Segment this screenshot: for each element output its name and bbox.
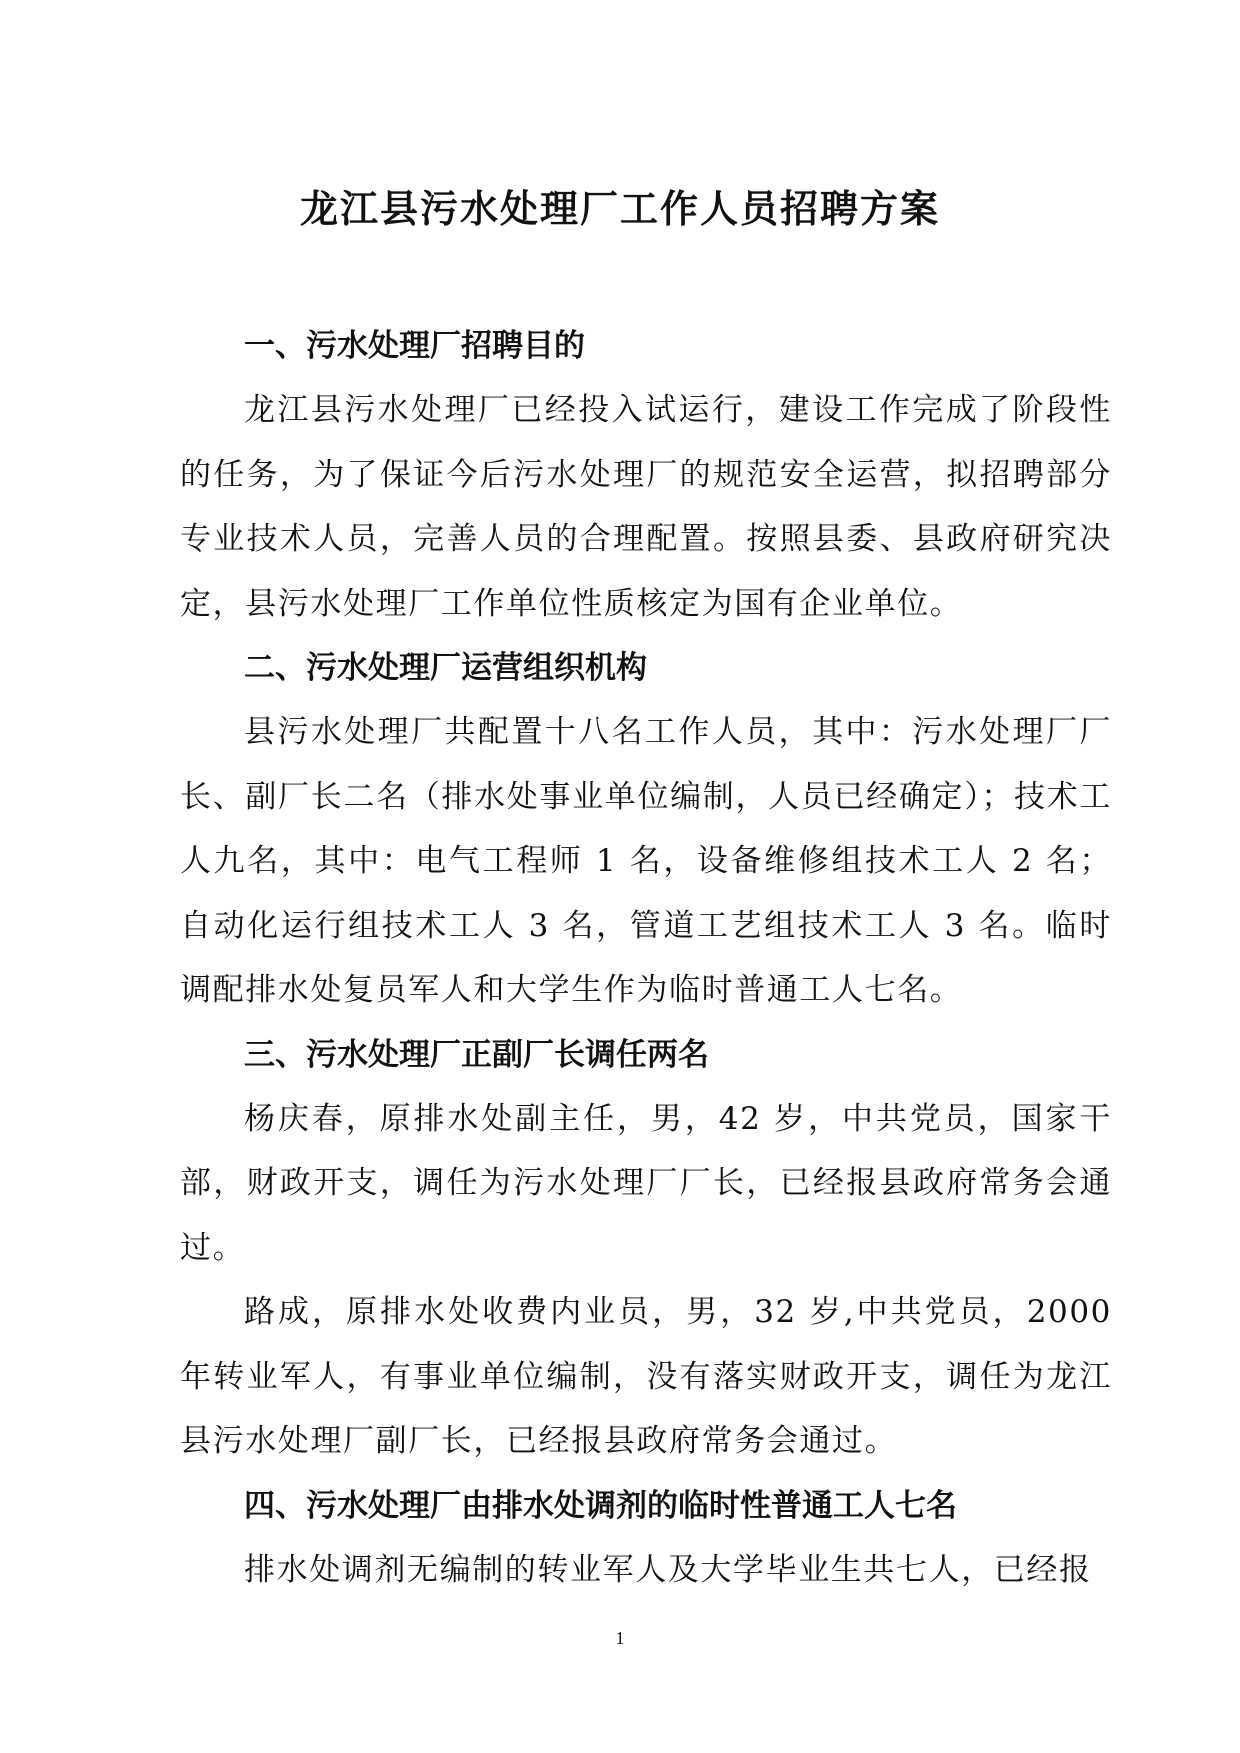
section-heading-directors: 三、污水处理厂正副厂长调任两名 (244, 1036, 709, 1073)
paragraph-deputy-director: 路成，原排水处收费内业员，男，32 岁,中共党员，2000 年转业军人，有事业单位编制，没有落实财政开支，调任为龙江县污水处理厂副厂长，已经报县政府常务会通过。 (180, 1294, 1112, 1459)
section-heading-temporary-workers: 四、污水处理厂由排水处调剂的临时性普通工人七名 (244, 1487, 957, 1524)
section-heading-organization: 二、污水处理厂运营组织机构 (244, 650, 647, 686)
page-number: 1 (615, 1628, 625, 1648)
paragraph-purpose: 龙江县污水处理厂已经投入试运行，建设工作完成了阶段性的任务，为了保证今后污水处理厂的规范安全运营，拟招聘部分专业技术人员，完善人员的合理配置。按照县委、县政府研究决定，县污水处理厂工作单位性质核定为国有企业单位。 (180, 392, 1112, 622)
document-title: 龙江县污水处理厂工作人员招聘方案 (299, 187, 940, 231)
document-body (180, 314, 1112, 1602)
section-heading-purpose: 一、污水处理厂招聘目的 (244, 328, 585, 364)
paragraph-director: 杨庆春，原排水处副主任，男，42 岁，中共党员，国家干部，财政开支，调任为污水处理厂厂长，已经报县政府常务会通过。 (180, 1100, 1112, 1266)
paragraph-organization: 县污水处理厂共配置十八名工作人员，其中：污水处理厂厂长、副厂长二名（排水处事业单位编制，人员已经确定）；技术工人九名，其中：电气工程师 1 名，设备维修组技术工人 2 名；自动化运行组技术工人 3 名，管道工艺组技术工人 3 名。临时调配排水处复员军人和大学生作为临时普通工人七名。 (180, 714, 1112, 1008)
paragraph-temporary-workers: 排水处调剂无编制的转业军人及大学毕业生共七人，已经报 (244, 1551, 1092, 1588)
